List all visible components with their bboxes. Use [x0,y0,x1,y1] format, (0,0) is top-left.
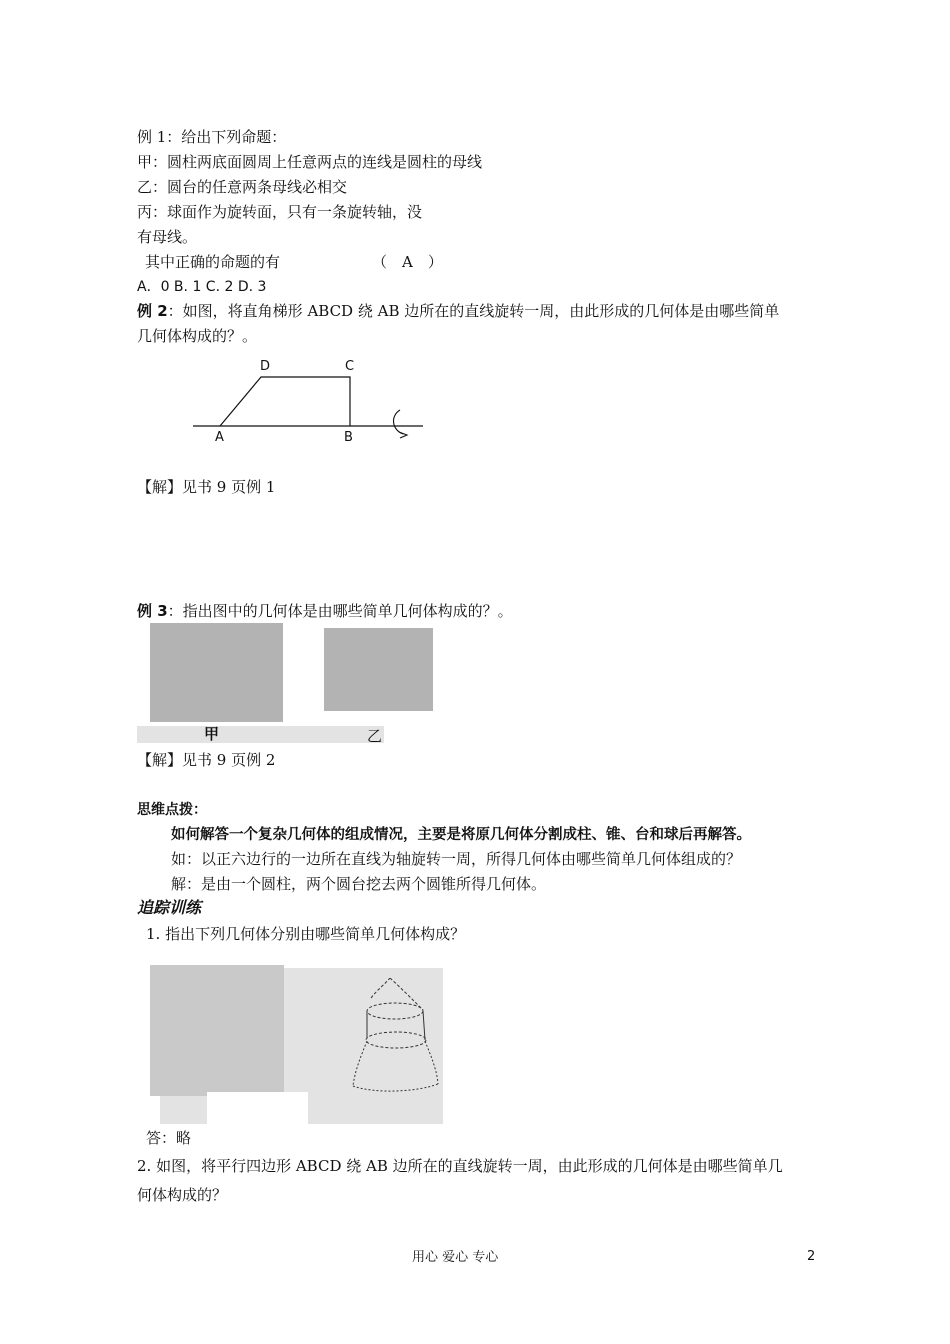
cone-right-edge [390,978,423,1010]
label-A: A [215,430,224,445]
base-curve [353,1084,438,1091]
figure-solid-image [150,965,284,1096]
trapezoid-figure [185,352,435,452]
rotation-arrow-icon [394,410,403,434]
cylinder-right-edge [423,1011,425,1040]
figure-gap [207,1092,308,1124]
tips-key-point: 如何解答一个复杂几何体的组成情况，主要是将原几何体分割成柱、锥、台和球后再解答。 [171,826,751,843]
training-title: 追踪训练 [137,898,202,917]
arrowhead-icon [399,432,407,438]
tips-example-answer: 解：是由一个圆柱，两个圆台挖去两个圆锥所得几何体。 [171,875,547,893]
ex1-statement-jia: 甲：圆柱两底面圆周上任意两点的连线是圆柱的母线 [137,153,483,171]
lower-ellipse [366,1032,426,1048]
trapezoid-outline [220,377,350,426]
label-D: D [260,359,271,374]
figure-yi-image [324,628,433,711]
ex2-text-line1 [137,301,779,321]
footer-motto: 用心 爱心 专心 [412,1250,499,1265]
ex1-answer: （ A ） [372,253,443,271]
label-C: C [345,359,355,374]
label-B: B [344,430,353,445]
ex2-text-line2: 几何体构成的？。 [137,327,258,345]
ex3-solution: 【解】见书 9 页例 2 [137,751,276,769]
ex2-text: ：如图，将直角梯形 ABCD 绕 AB 边所在的直线旋转一周，由此形成的几何体是由哪些简单 [167,302,780,320]
figure-jia-image [150,623,283,722]
training-q1: 1. 指出下列几何体分别由哪些简单几何体构成？ [146,925,466,943]
ex1-title: 例 1：给出下列命题： [137,128,287,146]
ex1-options: A．0 B. 1 C. 2 D. 3 [137,279,267,295]
training-q2-line2: 何体构成的？ [137,1186,228,1204]
ex1-statement-yi: 乙：圆台的任意两条母线必相交 [137,178,348,196]
cone-frustum-sketch [345,978,445,1093]
ex1-statement-bing-line1: 丙：球面作为旋转面，只有一条旋转轴，没 [137,203,423,221]
page-number: 2 [807,1249,816,1264]
training-a1: 答：略 [146,1129,192,1147]
frustum-right-edge [425,1041,438,1084]
caption-jia: 甲 [204,725,220,743]
ex1-question: 其中正确的命题的有 [145,253,281,271]
ex2-solution: 【解】见书 9 页例 1 [137,478,276,496]
caption-yi: 乙 [367,727,383,745]
tips-example-question: 如：以正六边行的一边所在直线为轴旋转一周，所得几何体由哪些简单几何体组成的？ [171,850,742,868]
ex2-label: 例 2 [137,302,168,320]
cone-left-edge [371,978,390,998]
figure-caption-bar [137,726,384,743]
ex3-label: 例 3 [137,602,168,620]
ex3-text-line [137,601,513,621]
middle-ellipse [367,1003,423,1019]
training-q2-line1: 2. 如图，将平行四边形 ABCD 绕 AB 边所在的直线旋转一周，由此形成的几何体是由哪些简单几 [137,1157,783,1175]
tips-title: 思维点拨： [137,802,207,818]
ex3-text: ：指出图中的几何体是由哪些简单几何体构成的？。 [167,602,513,620]
ex1-statement-bing-line2: 有母线。 [137,228,198,246]
figure-base-strip [160,1094,207,1124]
frustum-left-edge [353,1041,367,1086]
